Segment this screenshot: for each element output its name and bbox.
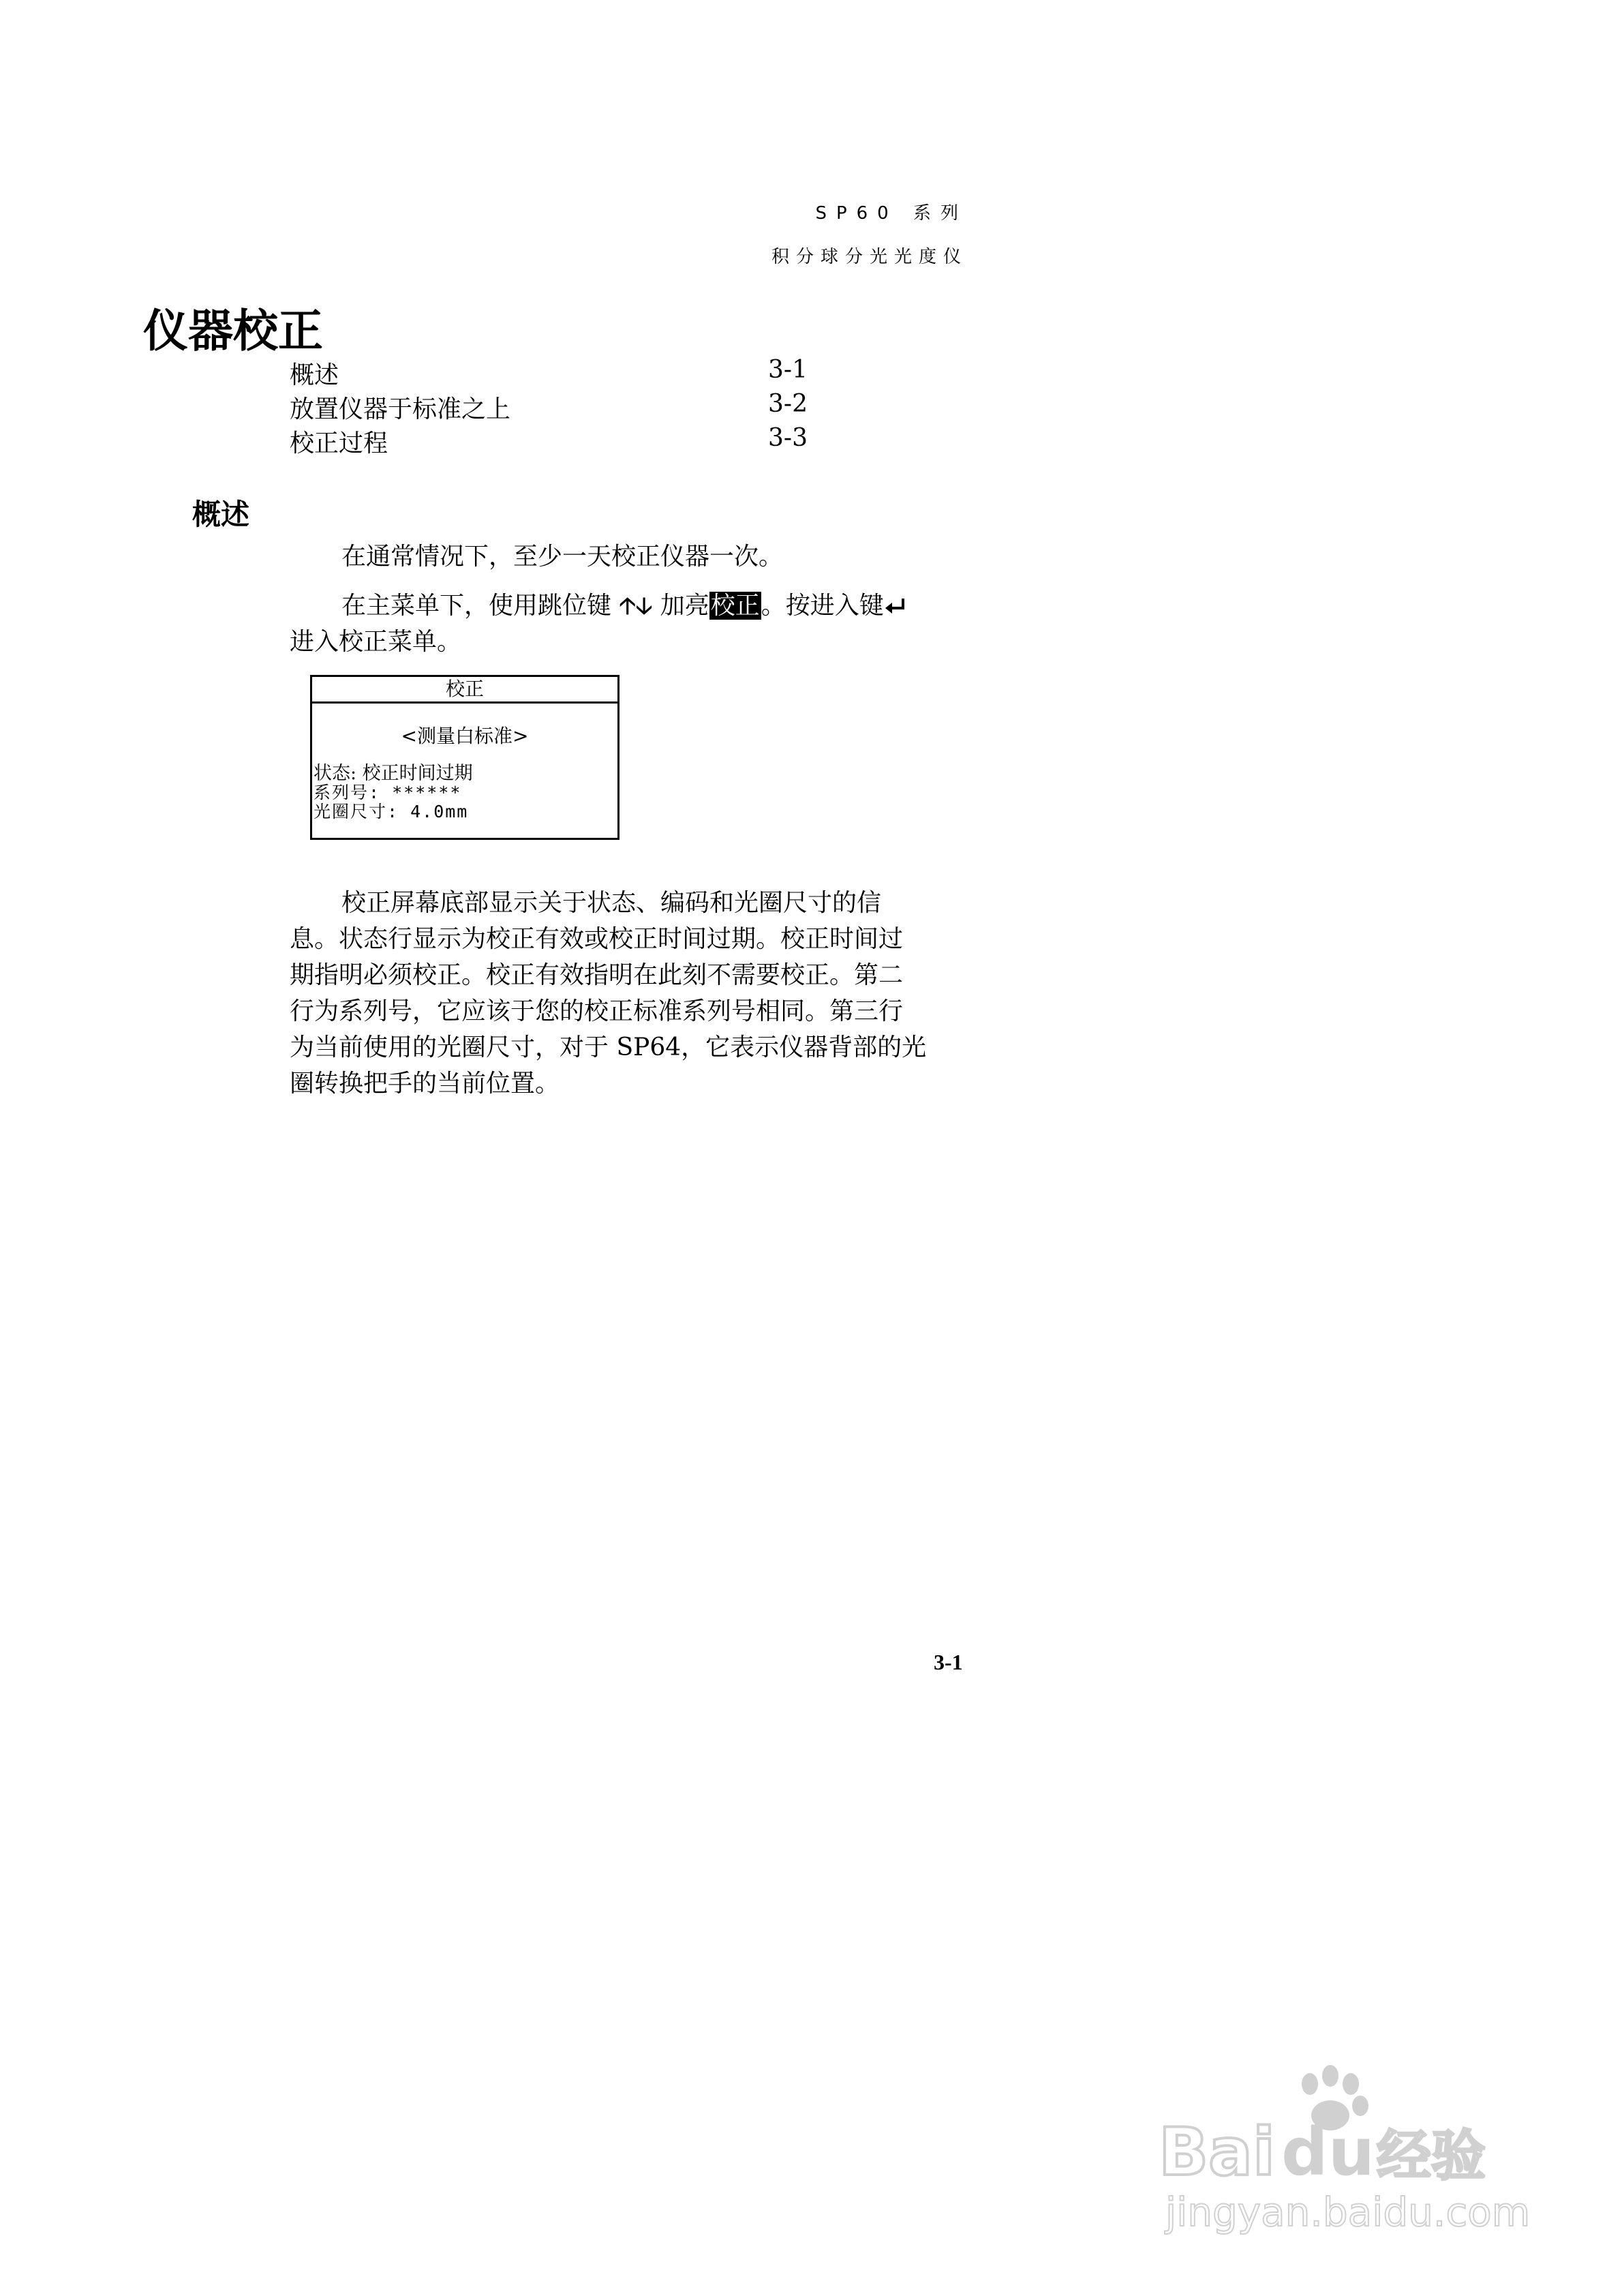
- baidu-watermark-logo: [1152, 2049, 1533, 2239]
- paragraph-screen-description: [290, 885, 975, 1102]
- enter-key-icon: [884, 592, 907, 620]
- svg-text:Bai: Bai: [1159, 2114, 1275, 2190]
- highlighted-menu-item: 校正: [710, 592, 760, 620]
- toc-title: 校正过程: [290, 429, 388, 457]
- para2-suffix: 。按进入键: [761, 592, 884, 620]
- toc-title: 放置仪器于标准之上: [290, 395, 511, 423]
- text-line: 行为系列号，它应该于您的校正标准系列号相同。第三行: [290, 997, 904, 1025]
- toc-row: [290, 424, 808, 458]
- chapter-title: 仪器校正: [143, 305, 323, 357]
- screen-aperture-line: 光圈尺寸: 4.0mm: [313, 802, 469, 821]
- toc-page: 3-3: [768, 424, 808, 452]
- down-arrow-icon: 🡣: [635, 592, 653, 620]
- toc-row: [290, 356, 808, 390]
- svg-text:经验: 经验: [1377, 2124, 1486, 2188]
- toc-page: 3-1: [768, 356, 808, 384]
- calibration-screen: [310, 675, 619, 840]
- screen-status-line: 状态: 校正时间过期: [313, 763, 473, 784]
- paragraph-navigation: [290, 588, 975, 660]
- header-product: 积分球分光光度仪: [771, 247, 968, 267]
- text-line: 为当前使用的光圈尺寸，对于 SP64，它表示仪器背部的光: [290, 1033, 927, 1061]
- screen-serial-line: 系列号: ******: [313, 783, 462, 802]
- toc-page: 3-2: [768, 390, 808, 418]
- text-line: 息。状态行显示为校正有效或校正时间过期。校正时间过: [290, 925, 904, 953]
- paragraph-intro: 在通常情况下，至少一天校正仪器一次。: [341, 543, 784, 571]
- toc-row: [290, 390, 808, 424]
- para2-mid: 加亮: [660, 592, 709, 620]
- toc-title: 概述: [290, 361, 339, 389]
- section-heading: 概述: [192, 498, 250, 531]
- text-line: 校正屏幕底部显示关于状态、编码和光圈尺寸的信: [341, 889, 882, 917]
- header-series: SP60 系列: [815, 203, 968, 224]
- svg-text:du: du: [1281, 2114, 1375, 2190]
- page-number: 3-1: [934, 1650, 963, 1674]
- svg-text:jingyan.baidu.com: jingyan.baidu.com: [1165, 2189, 1531, 2235]
- up-arrow-icon: 🡡: [619, 592, 636, 620]
- para2-line2: 进入校正菜单。: [290, 628, 462, 656]
- screen-title: 校正: [312, 677, 617, 704]
- text-line: 圈转换把手的当前位置。: [290, 1070, 560, 1098]
- para2-prefix: 在主菜单下，使用跳位键: [341, 592, 612, 620]
- text-line: 期指明必须校正。校正有效指明在此刻不需要校正。第二: [290, 961, 904, 989]
- screen-prompt: <测量白标准>: [401, 725, 529, 747]
